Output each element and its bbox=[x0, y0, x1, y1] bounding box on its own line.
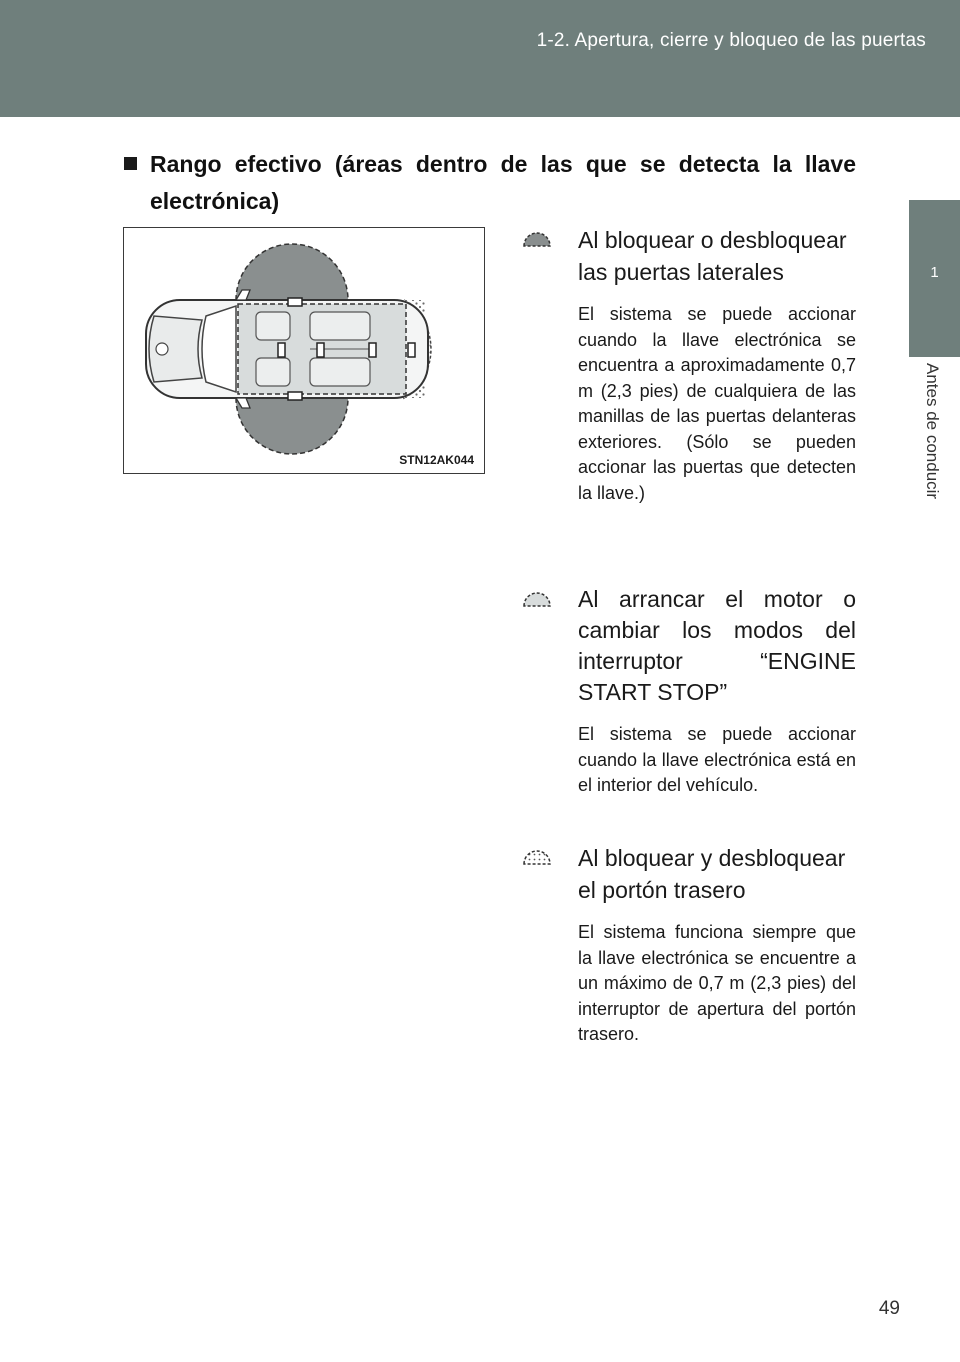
chapter-tab[interactable] bbox=[909, 200, 960, 357]
car-windshield bbox=[202, 306, 236, 392]
antenna-bottom bbox=[288, 392, 302, 400]
page-header bbox=[0, 0, 960, 117]
antenna-back-door bbox=[408, 343, 415, 357]
legend-title: Al bloquear o desbloquear las puertas laterales bbox=[578, 227, 847, 285]
dark-dashed-zone-icon bbox=[522, 224, 552, 248]
side-door-range-zone-bottom bbox=[236, 398, 348, 454]
section-heading bbox=[124, 146, 856, 220]
antenna-middle-interior bbox=[317, 343, 324, 357]
legend-title: Al bloquear y desbloquear el portón trasero bbox=[578, 845, 846, 903]
light-dashed-zone-icon bbox=[522, 584, 552, 608]
detection-range-figure bbox=[123, 227, 485, 474]
chapter-label-area bbox=[909, 357, 960, 567]
square-bullet-icon bbox=[124, 157, 137, 170]
dotted-zone-icon bbox=[522, 842, 552, 866]
legend-title: Al arrancar el motor o cambiar los modos del interruptor “ENGINE START STOP” bbox=[578, 586, 856, 705]
antenna-front-interior bbox=[278, 343, 285, 357]
chapter-number: 1 bbox=[930, 264, 939, 281]
side-door-range-zone-top bbox=[236, 244, 348, 300]
legend-description: El sistema se puede accionar cuando la llave electrónica se encuentra a aproximadamente 0,7 m (2,3 pies) de cualquiera de las manillas de las puertas delanteras exteriores. (Sólo se pueden accionar las puertas que detecten la llave.) bbox=[578, 304, 856, 503]
vehicle-top-view-illustration bbox=[124, 228, 483, 472]
section-heading-text: Rango efectivo (áreas dentro de las que se detecta la llave electrónica) bbox=[150, 151, 856, 214]
legend-item-side-doors bbox=[522, 224, 856, 506]
antenna-top bbox=[288, 298, 302, 306]
legend-description: El sistema funciona siempre que la llave electrónica se encuentre a un máximo de 0,7 m (2,3 pies) del interruptor de apertura del portón trasero. bbox=[578, 922, 856, 1044]
legend-description: El sistema se puede accionar cuando la llave electrónica está en el interior del vehículo. bbox=[578, 724, 856, 795]
legend-item-back-door bbox=[522, 842, 856, 1048]
page-number: 49 bbox=[878, 1298, 900, 1319]
legend-item-interior bbox=[522, 584, 856, 799]
figure-code: STN12AK044 bbox=[399, 453, 474, 467]
section-title: 1-2. Apertura, cierre y bloqueo de las puertas bbox=[536, 30, 926, 51]
chapter-label: Antes de conducir bbox=[923, 363, 942, 500]
antenna-rear-interior bbox=[369, 343, 376, 357]
